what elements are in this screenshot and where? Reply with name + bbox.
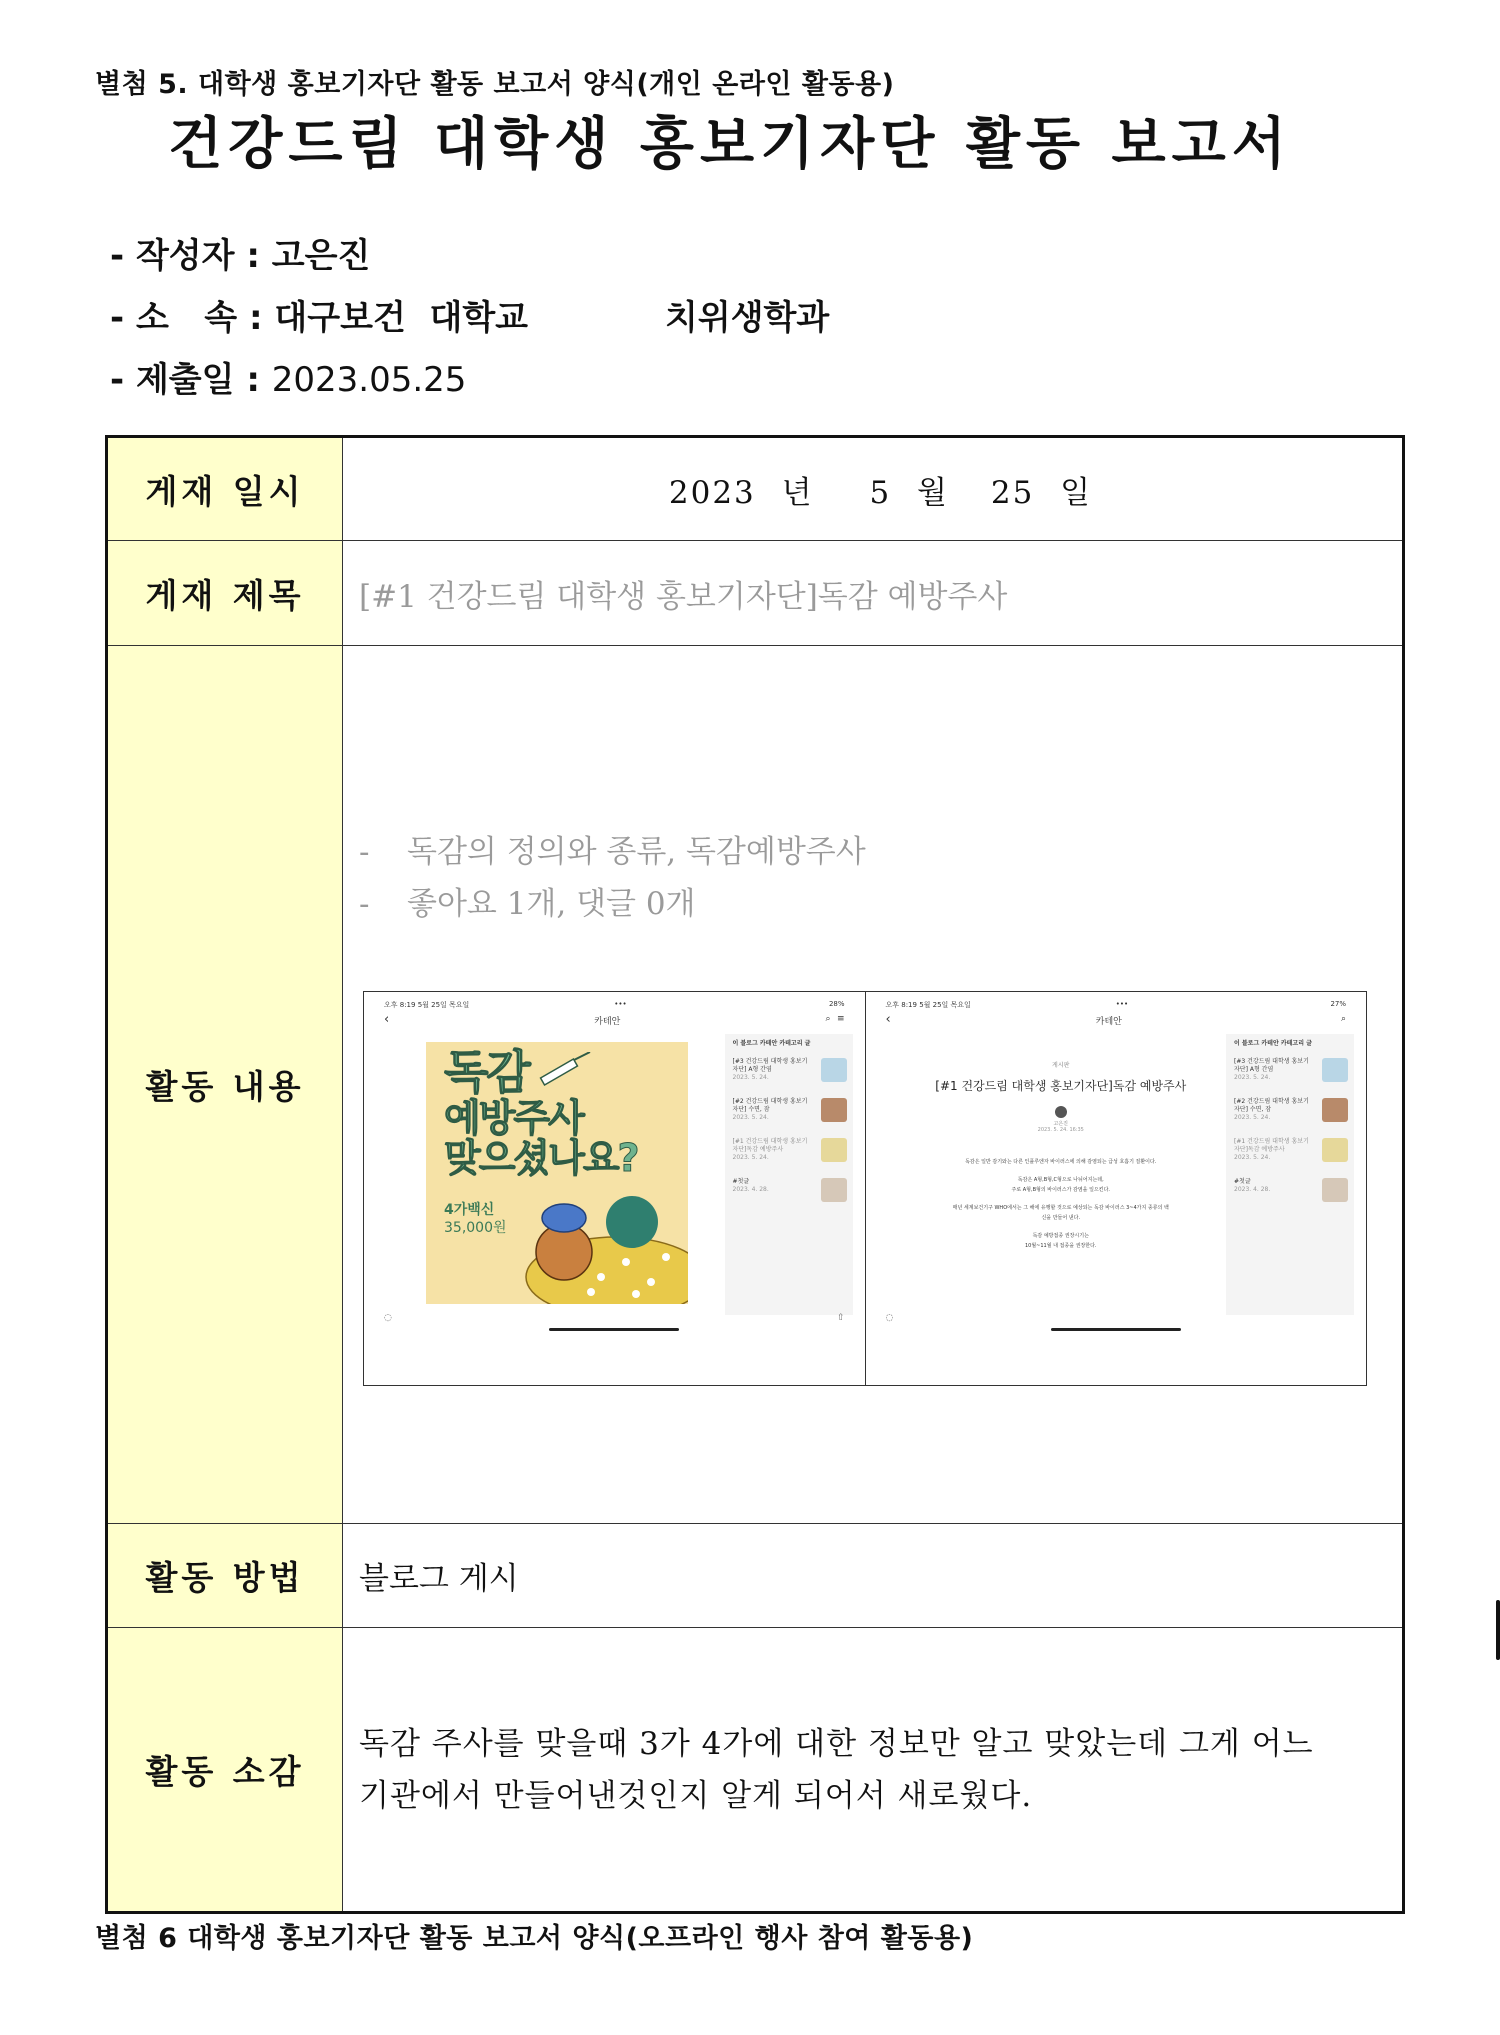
meta-affiliation-row	[110, 290, 528, 339]
submit-label: - 제출일 :	[110, 360, 272, 400]
blog-screenshot-poster	[364, 992, 866, 1385]
article-category: 게시판	[1052, 1062, 1070, 1069]
related-posts-panel	[1226, 1034, 1354, 1315]
row-activity-method	[107, 1524, 1404, 1628]
scrollbar[interactable]	[1496, 1600, 1500, 1660]
school-value: 대구보건 대학교	[274, 298, 529, 338]
avatar	[1055, 1106, 1067, 1118]
impression-line: 기관에서 만들어낸것인지 알게 되어서 새로웠다.	[359, 1777, 1033, 1814]
post-thumbnail	[1322, 1098, 1348, 1122]
blog-title[interactable]: 카테안	[1095, 1017, 1122, 1027]
content-bullet: - 독감의 정의와 종류, 독감예방주사	[359, 834, 866, 870]
battery-indicator: 28%	[828, 1000, 845, 1008]
post-date-month-unit: 월	[917, 474, 949, 511]
method-label: 활동 방법	[107, 1524, 343, 1628]
poster-subheadline: 예방주사 맞으셨나요?	[444, 1096, 638, 1180]
status-bar: 오후 8:19 5월 25일 목요일 ••• 28%	[384, 1000, 845, 1009]
back-chevron-icon[interactable]: ‹	[885, 1012, 891, 1027]
post-title-value: [#1 건강드림 대학생 홍보기자단]독감 예방주사	[343, 541, 1404, 646]
more-dots-icon: •••	[1115, 1000, 1129, 1008]
content-cell	[343, 646, 1404, 1524]
article-title: [#1 건강드림 대학생 홍보기자단]독감 예방주사	[935, 1079, 1187, 1093]
search-icon[interactable]: ⌕	[825, 1014, 831, 1024]
screenshot-area	[363, 991, 1367, 1386]
back-chevron-icon[interactable]: ‹	[384, 1012, 390, 1027]
article-view	[906, 1036, 1217, 1251]
meta-submit-row	[110, 352, 466, 401]
impression-value	[343, 1628, 1404, 1913]
related-post-item[interactable]: #첫글 2023. 4. 28.	[732, 1178, 769, 1193]
related-post-item[interactable]: [#1 건강드림 대학생 홍보기자단]독감 예방주사 2023. 5. 24.	[732, 1138, 808, 1161]
article-body: 독감은 일반 감기와는 다른 인플루엔자 바이러스에 의해 감염되는 급성 호흡기 질환이다. 독감은 A형,B형,C형으로 나뉘어지는데, 주로 A형,B형의 바이러스가 감염을 일으킨다. 매년 세계보건기구 WHO에서는 그 해에 유행할 것으로 예상되는 독감 바이러스 3~4가지 종류의 백 신을 만들어 낸다. 독감 예방접종 권장시기는 10월~11월 내 접종을 권장한다.	[952, 1159, 1169, 1249]
post-date-value	[343, 437, 1404, 541]
blog-screenshot-article	[866, 992, 1367, 1385]
related-post-item[interactable]: [#2 건강드림 대학생 홍보기자단] 수면, 잠 2023. 5. 24.	[732, 1098, 808, 1121]
more-dots-icon: •••	[614, 1000, 627, 1008]
comment-icon[interactable]: ◌	[384, 1313, 392, 1323]
comment-icon[interactable]: ◌	[885, 1313, 894, 1323]
article-date: 2023. 5. 24. 16:35	[1037, 1127, 1084, 1133]
row-activity-impression	[107, 1628, 1404, 1913]
battery-indicator: 27%	[1330, 1000, 1346, 1008]
related-post-item[interactable]: [#3 건강드림 대학생 홍보기자단] A형 간염 2023. 5. 24.	[1234, 1058, 1309, 1081]
department-value: 치위생학과	[665, 298, 830, 338]
related-post-item[interactable]: #첫글 2023. 4. 28.	[1234, 1178, 1271, 1193]
report-table	[105, 435, 1405, 1914]
syringe-icon	[534, 1052, 594, 1092]
post-thumbnail	[821, 1058, 847, 1082]
home-indicator	[1051, 1328, 1181, 1331]
post-thumbnail	[1322, 1058, 1348, 1082]
blog-screenshots	[363, 991, 1367, 1386]
share-icon[interactable]: ⇧	[836, 1313, 845, 1323]
post-thumbnail	[1322, 1178, 1348, 1202]
post-thumbnail	[1322, 1138, 1348, 1162]
author-label: - 작성자 :	[110, 236, 272, 276]
page-title: 건강드림 대학생 홍보기자단 활동 보고서	[168, 112, 1292, 177]
content-label: 활동 내용	[107, 646, 343, 1524]
content-bullet: - 좋아요 1개, 댓글 0개	[359, 886, 696, 922]
post-date-year: 2023	[668, 474, 756, 511]
impression-line: 독감 주사를 맞을때 3가 4가에 대한 정보만 알고 맞았는데 그게 어느	[359, 1725, 1314, 1762]
post-date-year-unit: 년	[781, 474, 814, 511]
home-indicator	[549, 1328, 679, 1331]
post-title-label: 게재 제목	[107, 541, 343, 646]
post-thumbnail	[821, 1138, 847, 1162]
row-activity-content	[107, 646, 1404, 1524]
poster-vaccine-name: 4가백신	[444, 1202, 495, 1218]
meta-author-row	[110, 228, 370, 277]
annex-footer: 별첨 6 대학생 홍보기자단 활동 보고서 양식(오프라인 행사 참여 활동용)	[95, 1923, 974, 1954]
poster-vaccine-price: 35,000원	[444, 1220, 507, 1236]
menu-icon[interactable]: ≡	[836, 1014, 845, 1024]
author-value: 고은진	[271, 236, 371, 276]
related-post-item[interactable]: [#3 건강드림 대학생 홍보기자단] A형 간염 2023. 5. 24.	[732, 1058, 808, 1081]
impression-label: 활동 소감	[107, 1628, 343, 1913]
method-value: 블로그 게시	[343, 1524, 1404, 1628]
post-date-month: 5	[869, 474, 892, 511]
post-thumbnail	[821, 1178, 847, 1202]
related-posts-header: 이 블로그 카테안 카테고리 글	[732, 1040, 811, 1047]
related-post-item[interactable]: [#1 건강드림 대학생 홍보기자단]독감 예방주사 2023. 5. 24.	[1234, 1138, 1309, 1161]
submit-date-value: 2023.05.25	[271, 360, 467, 400]
related-posts-header: 이 블로그 카테안 카테고리 글	[1234, 1040, 1312, 1047]
related-posts-panel	[725, 1034, 853, 1315]
post-date-day-unit: 일	[1060, 474, 1093, 511]
nav-bar	[384, 1014, 845, 1034]
sick-person-illustration	[506, 1182, 688, 1304]
article-author: 고은진	[1053, 1121, 1068, 1127]
blog-title[interactable]: 카테안	[594, 1017, 621, 1027]
affiliation-label: - 소 속 :	[110, 298, 275, 338]
row-post-title	[107, 541, 1404, 646]
post-thumbnail	[821, 1098, 847, 1122]
post-date-label: 게재 일시	[107, 437, 343, 541]
annex-header: 별첨 5. 대학생 홍보기자단 활동 보고서 양식(개인 온라인 활동용)	[95, 69, 895, 100]
related-post-item[interactable]: [#2 건강드림 대학생 홍보기자단] 수면, 잠 2023. 5. 24.	[1234, 1098, 1309, 1121]
row-post-date	[107, 437, 1404, 541]
flu-vaccine-poster	[426, 1042, 688, 1304]
poster-headline: 독감	[444, 1045, 529, 1099]
post-date-day: 25	[990, 474, 1035, 511]
status-bar: 오후 8:19 5월 25일 목요일 ••• 27%	[885, 1000, 1346, 1009]
content-bullets	[359, 826, 866, 930]
search-icon[interactable]: ⌕	[1340, 1014, 1346, 1024]
nav-bar	[886, 1014, 1347, 1034]
